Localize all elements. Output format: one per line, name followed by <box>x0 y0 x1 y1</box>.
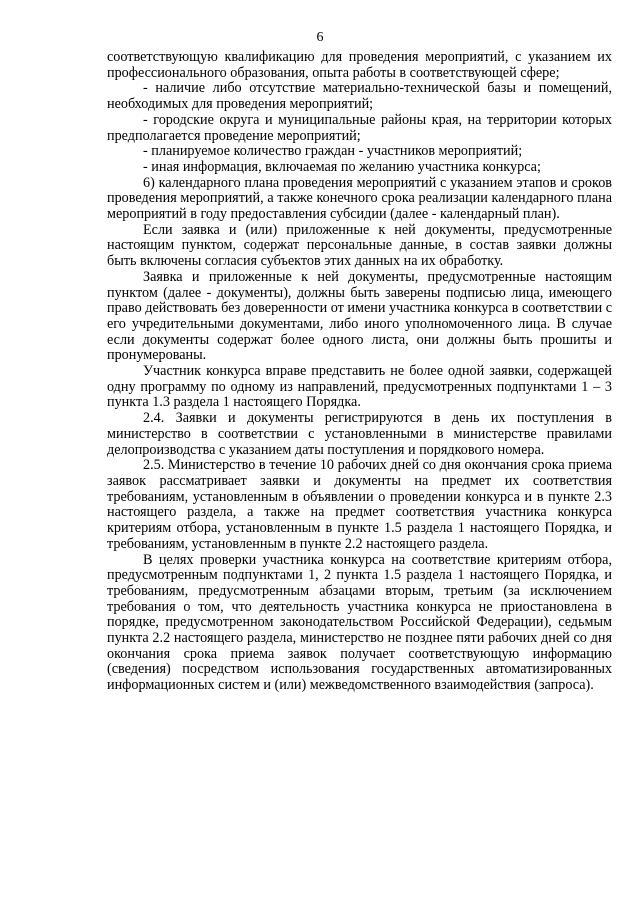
page-number: 6 <box>316 30 324 45</box>
list-item: - планируемое количество граждан - участников мероприятий; <box>143 143 523 160</box>
paragraph: 6) календарного плана проведения мероприятий с указанием этапов и сроков проведения мероприятий, а также конечного срока реализации календарного плана мероприятий в году предоставления субсидии (далее - календарный план). <box>107 174 612 223</box>
paragraph: Заявка и приложенные к ней документы, предусмотренные настоящим пунктом (далее - документы), должны быть заверены подписью лица, имеющего право действовать без доверенности от имени участника конкурса в соответствии с его учредительными документами, либо иного уполномоченного лица. В случае если документы содержат более одного листа, они должны быть прошиты и пронумерованы. <box>107 268 613 364</box>
document-body <box>107 50 612 694</box>
paragraph: Участник конкурса вправе представить не более одной заявки, содержащей одну программу по одному из направлений, предусмотренных подпунктами 1 – 3 пункта 1.3 раздела 1 настоящего Порядка. <box>107 363 612 411</box>
list-item: - иная информация, включаемая по желанию участника конкурса; <box>143 158 541 175</box>
paragraph: 2.5. Министерство в течение 10 рабочих дней со дня окончания срока приема заявок рассматривает заявки и документы на предмет их соответствия требованиям, установленным в объявлении о проведении конкурса и в пункте 2.3 настоящего раздела, а также на предмет соответствия участника конкурса критериям отбора, установленным в пункте 1.5 раздела 1 настоящего Порядка, и требованиям, установленным в пункте 2.2 настоящего раздела. <box>107 457 612 552</box>
list-item: - городские округа и муниципальные районы края, на территории которых предполагается проведение мероприятий; <box>107 111 612 144</box>
paragraph: В целях проверки участника конкурса на соответствие критериям отбора, предусмотренным подпунктами 1, 2 пункта 1.5 раздела 1 настоящего Порядка, и требованиям, предусмотренным абзацами вторым, третьим (за исключением требования о том, что деятельность участника конкурса не приостановлена в порядке, предусмотренном законодательством Российской Федерации), седьмым пункта 2.2 настоящего раздела, министерство не позднее пяти рабочих дней со дня окончания срока приема заявок получает соответствующую информацию (сведения) посредством использования государственных автоматизированных информационных систем и (или) межведомственного взаимодействия (запроса). <box>107 551 612 694</box>
list-item: - наличие либо отсутствие материально-технической базы и помещений, необходимых для проведения мероприятий; <box>107 80 612 113</box>
paragraph: соответствующую квалификацию для проведения мероприятий, с указанием их профессионального образования, опыта работы в соответствующей сфере; <box>107 49 612 81</box>
paragraph: 2.4. Заявки и документы регистрируются в день их поступления в министерство в соответствии с установленными в министерстве правилами делопроизводства с указанием даты поступления и порядкового номера. <box>107 410 612 458</box>
paragraph: Если заявка и (или) приложенные к ней документы, предусмотренные настоящим пунктом, содержат персональные данные, в состав заявки должны быть включены согласия субъектов этих данных на их обработку. <box>107 221 612 270</box>
